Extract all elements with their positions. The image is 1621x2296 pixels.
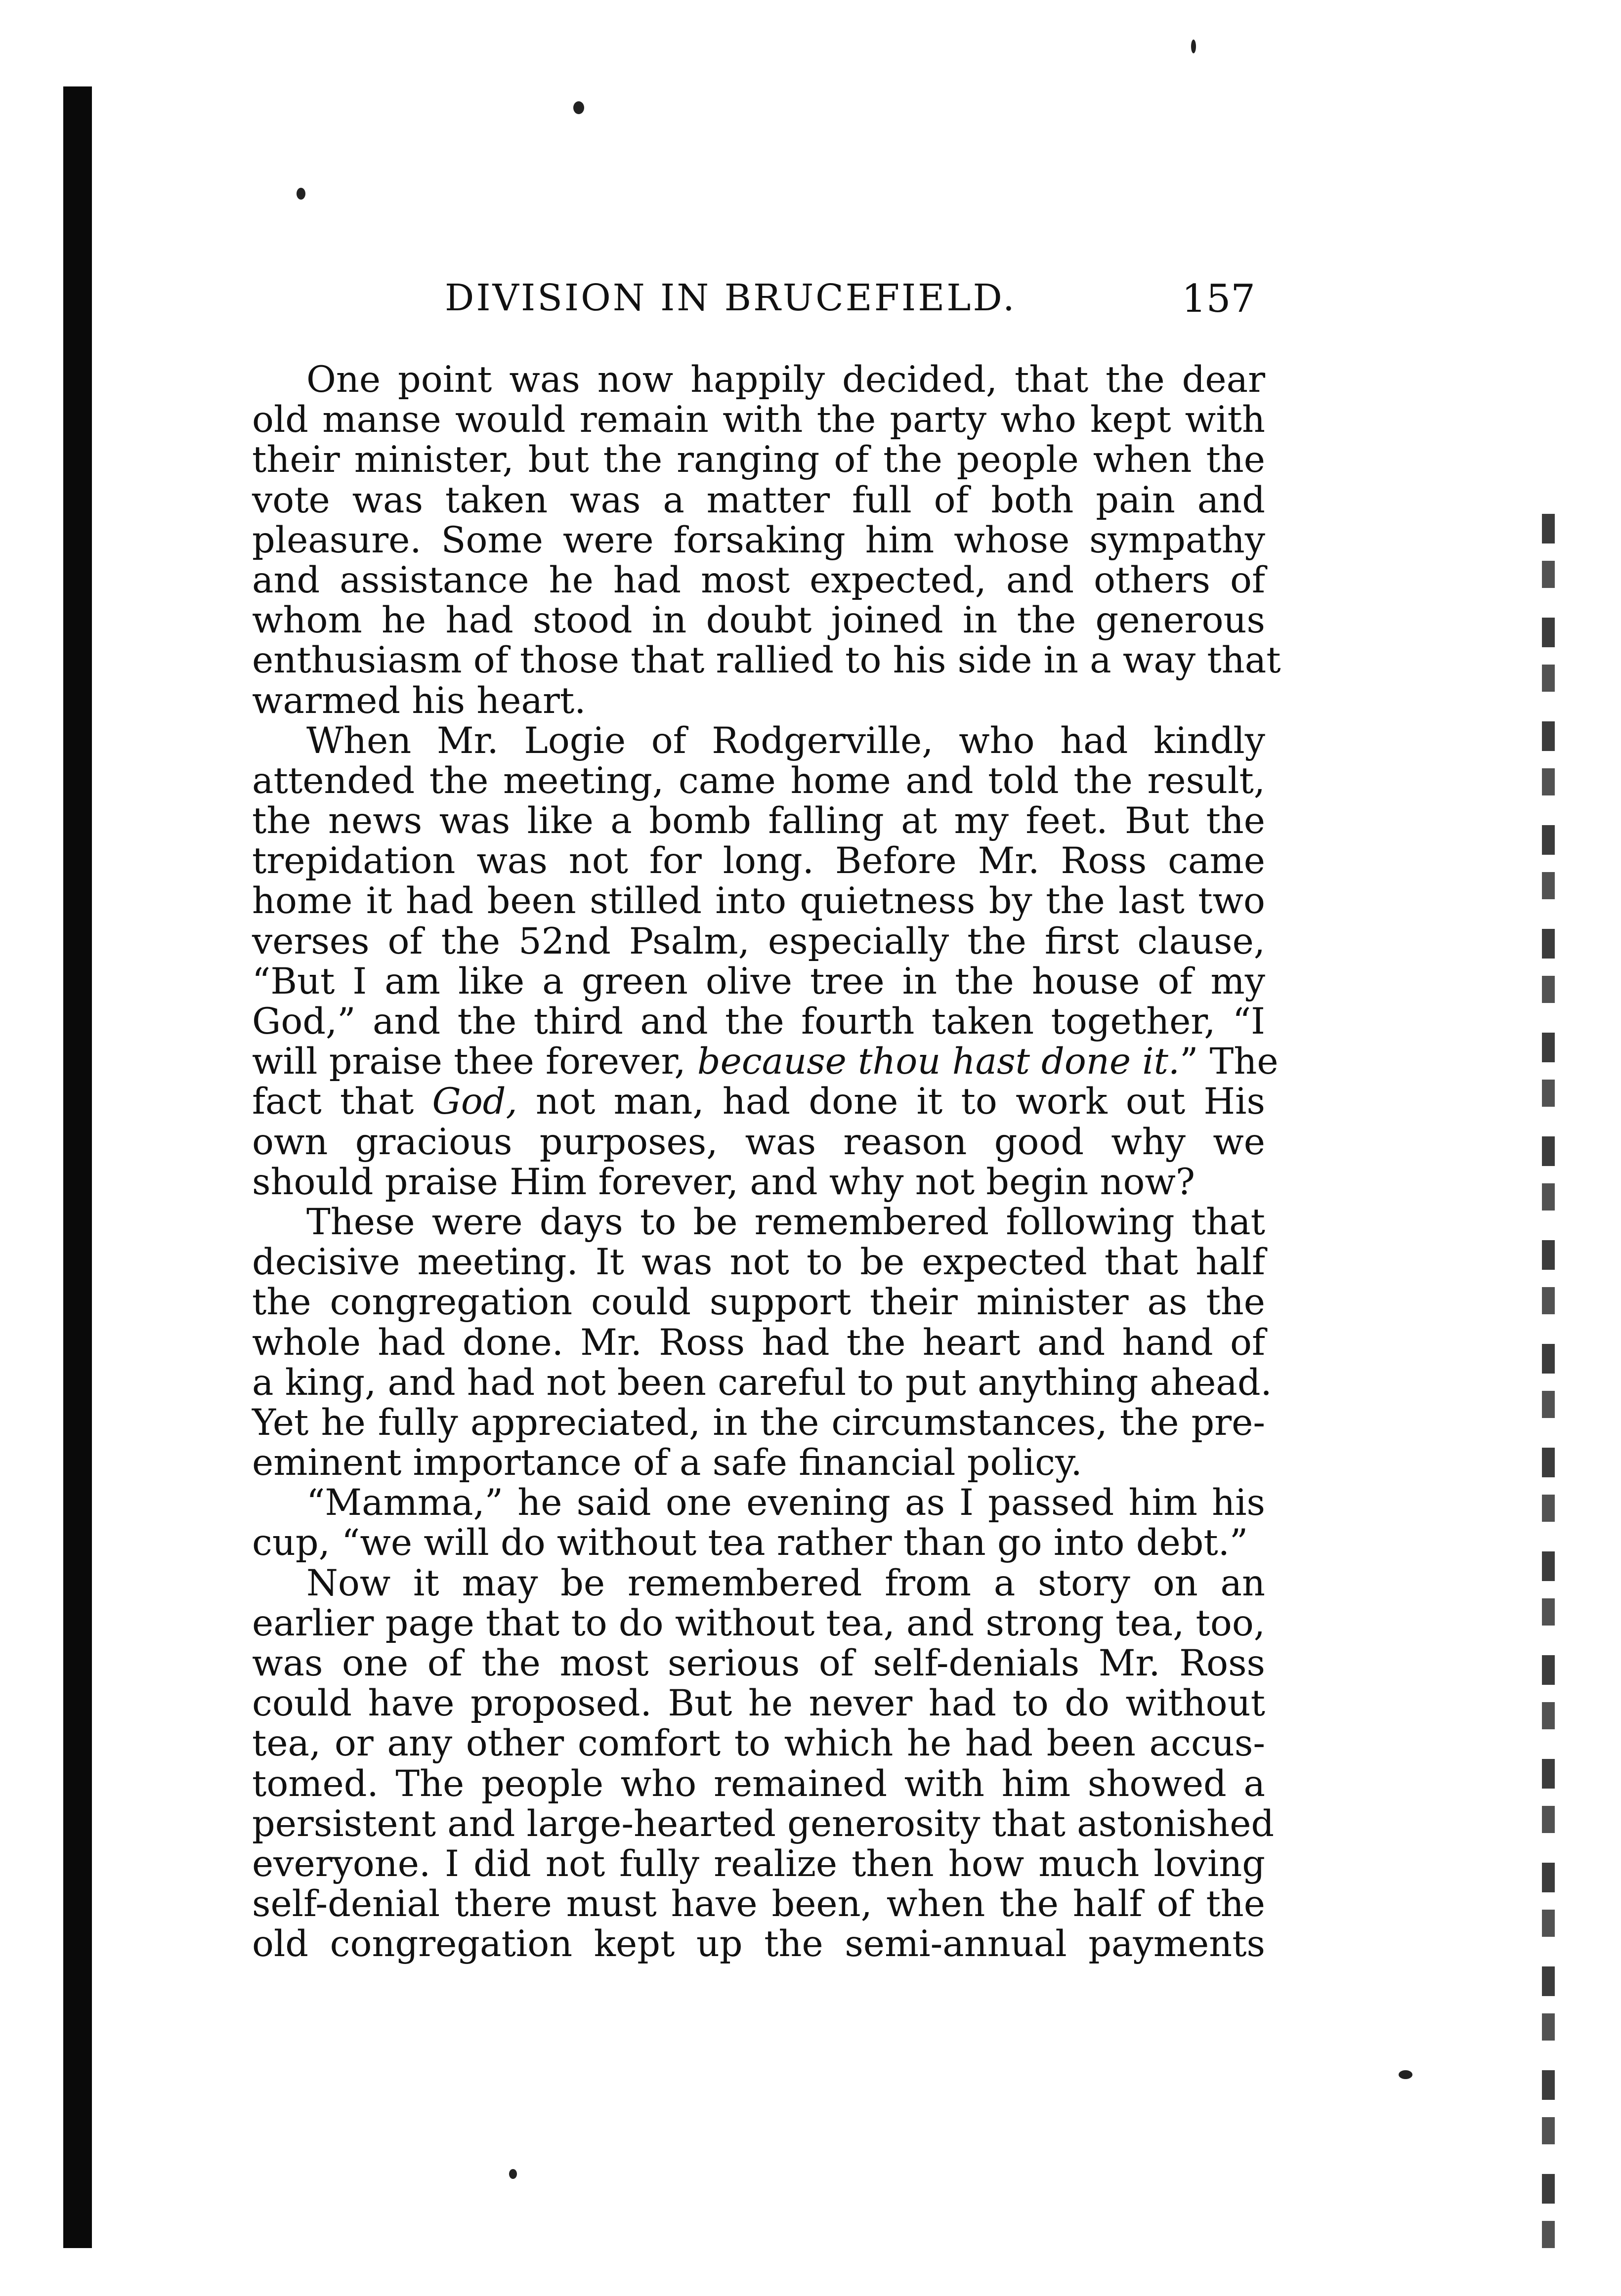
text-segment: fact that [252,1081,432,1123]
text-line: their minister, but the ranging of the people when the [252,439,1265,481]
text-segment: ” The [1180,1041,1279,1083]
text-line: whole had done. Mr. Ross had the heart and hand of [252,1321,1265,1364]
body-text [252,359,1281,1965]
text-line: enthusiasm of those that rallied to his side in a way that [252,639,1281,682]
text-line: eminent importance of a safe financial policy. [252,1442,1082,1484]
text-line: God,” and the third and the fourth taken together, “I [252,1001,1265,1043]
page-edge-shadow [1542,514,1555,2253]
text-line: the congregation could support their minister as the [252,1281,1265,1324]
text-line: a king, and had not been careful to put anything ahead. [252,1361,1272,1404]
text-line: tea, or any other comfort to which he had been accus- [252,1722,1265,1765]
running-header [257,277,1255,331]
italic-phrase: God, [432,1081,517,1123]
text-line: everyone. I did not fully realize then how much loving [252,1842,1265,1885]
text-line: should praise Him forever, and why not begin now? [252,1161,1195,1203]
ink-speck [509,2169,517,2179]
ink-speck [1191,40,1196,53]
text-line: “But I am like a green olive tree in the house of my [252,960,1265,1002]
text-line: attended the meeting, came home and told the result, [252,759,1265,802]
text-line: was one of the most serious of self-denials Mr. Ross [252,1642,1265,1684]
text-line: old congregation kept up the semi-annual payments [252,1923,1265,1965]
text-line: persistent and large-hearted generosity that astonished [252,1802,1275,1845]
text-line: trepidation was not for long. Before Mr. Ross came [252,840,1265,882]
text-line: “Mamma,” he said one evening as I passed him his [306,1482,1265,1524]
text-line: earlier page that to do without tea, and strong tea, too, [252,1602,1265,1644]
italic-phrase: because thou hast done it. [697,1041,1180,1083]
text-line: tomed. The people who remained with him showed a [252,1762,1265,1805]
text-line [252,1041,1279,1083]
text-line: could have proposed. But he never had to do without [252,1682,1265,1725]
text-line: own gracious purposes, was reason good why we [252,1121,1265,1163]
page-number: 157 [1182,277,1255,321]
text-line [252,1082,1265,1122]
text-line: warmed his heart. [252,679,586,722]
text-line: Yet he fully appreciated, in the circumstances, the pre- [252,1401,1265,1444]
text-line: decisive meeting. It was not to be expected that half [252,1241,1265,1284]
text-line: verses of the 52nd Psalm, especially the first clause, [252,920,1265,962]
text-line: One point was now happily decided, that the dear [306,359,1265,401]
binding-shadow [63,86,92,2248]
text-segment: not man, had done it to work out His [517,1081,1265,1123]
text-line: home it had been stilled into quietness by the last two [252,880,1265,922]
text-line: self-denial there must have been, when the half of the [252,1883,1265,1925]
text-line: the news was like a bomb falling at my feet. But the [252,800,1265,842]
text-line: pleasure. Some were forsaking him whose sympathy [252,519,1265,561]
text-line: vote was taken was a matter full of both pain and [252,479,1265,521]
ink-speck [1399,2070,1412,2079]
ink-speck [573,101,584,114]
running-title: DIVISION IN BRUCEFIELD. [445,277,1017,319]
text-line: whom he had stood in doubt joined in the generous [252,599,1265,642]
text-line: Now it may be remembered from a story on an [306,1562,1265,1604]
text-segment: will praise thee forever, [252,1041,697,1083]
text-line: These were days to be remembered following that [306,1201,1265,1243]
ink-speck [297,188,305,200]
text-line: cup, “we will do without tea rather than go into debt.” [252,1522,1248,1564]
text-line: old manse would remain with the party who kept with [252,399,1265,441]
text-line: and assistance he had most expected, and others of [252,559,1265,601]
text-line: When Mr. Logie of Rodgerville, who had kindly [306,719,1265,762]
